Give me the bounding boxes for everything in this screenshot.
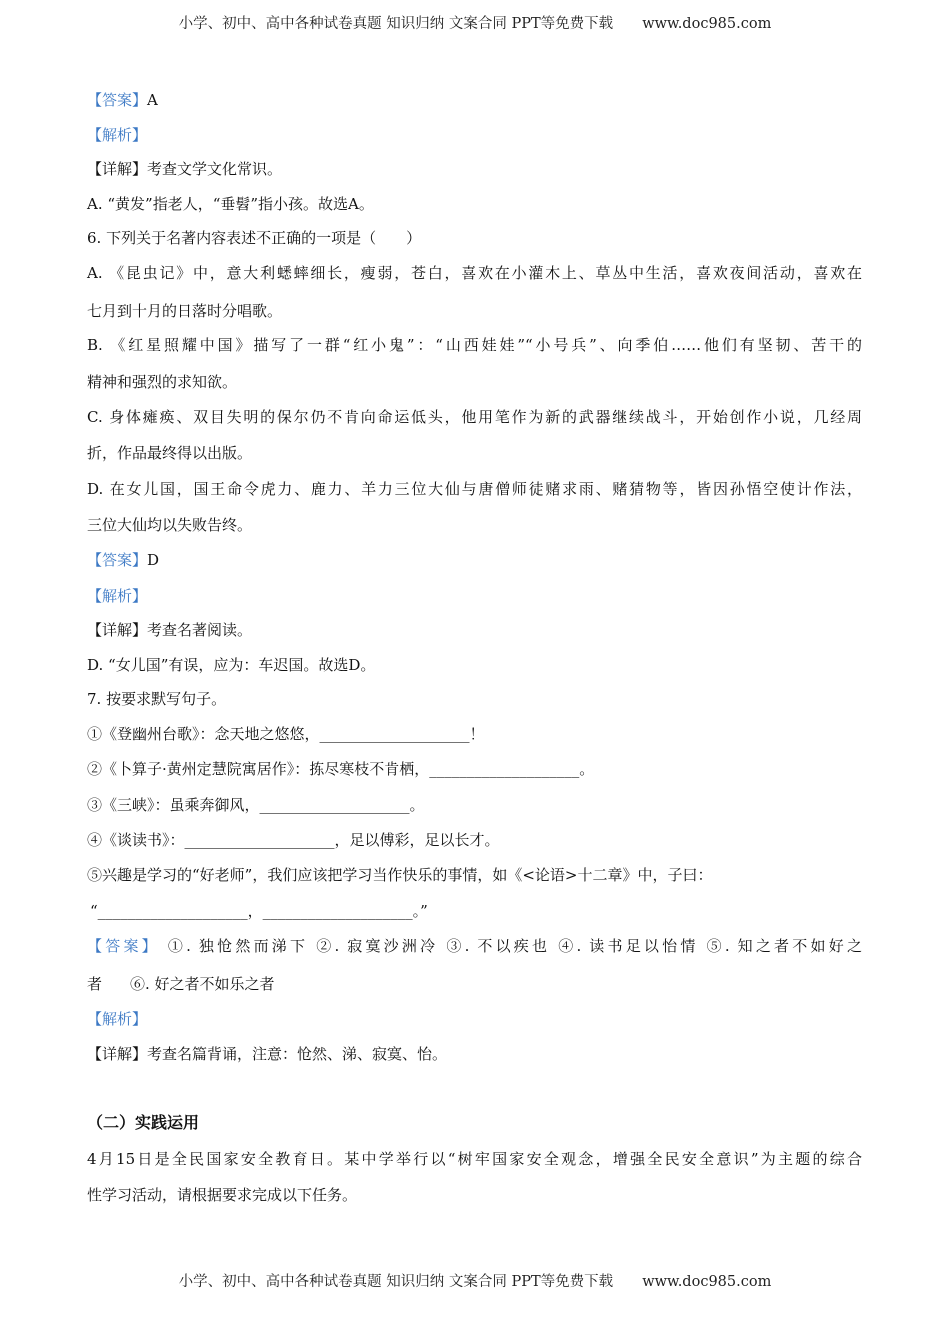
- q7-item-3: ③《三峡》：虽乘奔御风，____________________。: [87, 796, 425, 814]
- q7-answer-3: ③. 不以疾也: [446, 937, 551, 955]
- analysis-label: 【解析】: [87, 587, 148, 605]
- q6-option-c-cont: 折，作品最终得以出版。: [87, 444, 253, 462]
- q6-answer: D: [147, 551, 160, 569]
- q7-answer-4: ④. 读书足以怡情: [558, 937, 699, 955]
- analysis-label: 【解析】: [87, 1010, 148, 1028]
- detail-label: 【详解】: [87, 160, 148, 178]
- q6-option-a: A. 《昆虫记》中，意大利蟋蟀细长，瘦弱，苍白，喜欢在小灌木上、草丛中生活，喜欢夜间活动，喜欢在: [87, 264, 862, 282]
- q7-item-2: ②《卜算子·黄州定慧院寓居作》：拣尽寒枝不肯栖，____________________。: [87, 760, 595, 778]
- section-intro-cont: 性学习活动，请根据要求完成以下任务。: [87, 1186, 358, 1204]
- q6-option-a-cont: 七月到十月的日落时分唱歌。: [87, 302, 283, 320]
- q5-explain: A. “黄发”指老人，“垂髫”指小孩。故选A。: [87, 195, 374, 213]
- header-site: www.doc985.com: [642, 16, 772, 32]
- q7-item-1: ①《登幽州台歌》：念天地之悠悠，____________________！: [87, 725, 485, 743]
- q5-answer: A: [147, 91, 158, 109]
- q5-answer-line: [87, 90, 158, 110]
- q7-item-4: ④《谈读书》：____________________，足以傅彩，足以长才。: [87, 831, 500, 849]
- q6-option-d: D. 在女儿国，国王命令虎力、鹿力、羊力三位大仙与唐僧师徒赌求雨、赌猜物等，皆因孙悟空使计作法，: [87, 480, 862, 498]
- q7-stem: 7. 按要求默写句子。: [87, 690, 227, 708]
- q6-detail: [87, 620, 252, 640]
- q6-explain: D. “女儿国”有误，应为：车迟国。故选D。: [87, 656, 376, 674]
- section-heading: （二）实践运用: [87, 1113, 200, 1132]
- q6-option-b: B. 《红星照耀中国》描写了一群“红小鬼”：“山西娃娃”“小号兵”、向季伯……他们有坚韧、苦干的: [87, 336, 862, 354]
- q7-answer-6: ⑥. 好之者不如乐之者: [130, 975, 275, 993]
- page-footer: [0, 1270, 950, 1291]
- q6-option-d-cont: 三位大仙均以失败告终。: [87, 516, 253, 534]
- q7-item-5-blanks: “____________________，____________________。”: [90, 902, 428, 920]
- q7-item-5: ⑤兴趣是学习的“好老师”，我们应该把学习当作快乐的事情，如《<论语>十二章》中，子曰：: [87, 866, 713, 884]
- page-header: [0, 12, 950, 33]
- q7-detail: [87, 1044, 447, 1064]
- answer-label: 【答案】: [87, 937, 160, 955]
- footer-text: 小学、初中、高中各种试卷真题 知识归纳 文案合同 PPT等免费下载: [178, 1274, 614, 1290]
- q5-detail: [87, 159, 282, 179]
- detail-label: 【详解】: [87, 621, 148, 639]
- header-text: 小学、初中、高中各种试卷真题 知识归纳 文案合同 PPT等免费下载: [178, 16, 614, 32]
- detail-text: 考查名著阅读。: [147, 621, 253, 639]
- q6-option-b-cont: 精神和强烈的求知欲。: [87, 373, 238, 391]
- q7-answer-line: [87, 936, 862, 956]
- answer-label: 【答案】: [87, 551, 148, 569]
- q6-answer-line: [87, 550, 159, 570]
- q6-option-c: C. 身体瘫痪、双目失明的保尔仍不肯向命运低头，他用笔作为新的武器继续战斗，开始创作小说，几经周: [87, 408, 862, 426]
- analysis-label: 【解析】: [87, 126, 148, 144]
- footer-site: www.doc985.com: [642, 1274, 772, 1290]
- q7-answer-2: ②. 寂寞沙洲冷: [316, 937, 439, 955]
- q6-stem: 6. 下列关于名著内容表述不正确的一项是（ ）: [87, 229, 422, 247]
- q7-answer-1: ①. 独怆然而涕下: [167, 937, 309, 955]
- detail-text: 考查文学文化常识。: [147, 160, 283, 178]
- section-intro: 4月15日是全民国家安全教育日。某中学举行以“树牢国家安全观念，增强全民安全意识”为主题的综合: [87, 1150, 862, 1168]
- detail-label: 【详解】: [87, 1045, 148, 1063]
- q7-answer-line-2: [87, 974, 275, 994]
- answer-label: 【答案】: [87, 91, 148, 109]
- q7-answer-5-cont: 者: [87, 975, 103, 993]
- detail-text: 考查名篇背诵，注意：怆然、涕、寂寞、怡。: [147, 1045, 448, 1063]
- q7-answer-5: ⑤. 知之者不如好之: [706, 937, 862, 955]
